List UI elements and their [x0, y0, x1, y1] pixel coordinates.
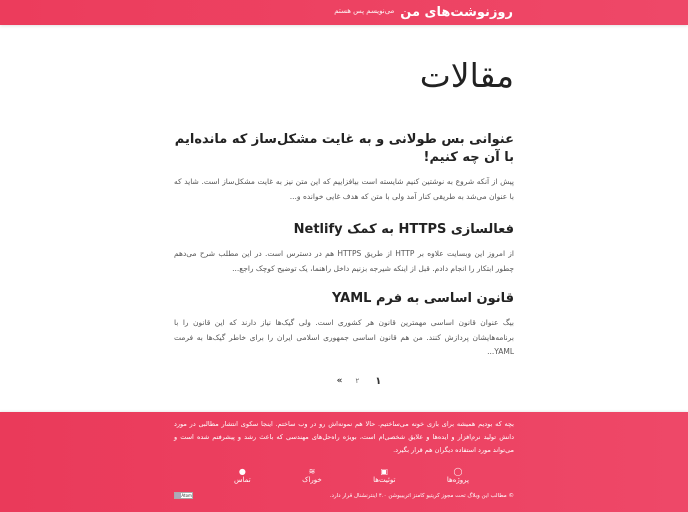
license-text[interactable]: © مطالب این وبلاگ تحت مجوز کریتیو کامنز اتریبیوشن ۴.۰ اینترنشنال قرار دارد.	[329, 492, 514, 499]
footer-links	[174, 467, 514, 484]
post-excerpt: از امروز این وبسایت علاوه بر HTTP از طریق HTTPS هم در دسترس است. در این مطلب شرح می‌دهم چطور ابتکار را انجام دادم. قبل از اینکه شیرجه بزنیم داخل راهنما، یک توضیح کوچک راجع...	[174, 249, 514, 273]
post-item	[174, 131, 514, 204]
atom-badge[interactable]	[174, 492, 193, 499]
twitter-icon: ▣	[380, 467, 389, 476]
footer-link-contact[interactable]	[234, 467, 251, 484]
post-item	[174, 221, 514, 276]
post-title-link[interactable]: قانون اساسی به فرم YAML	[331, 291, 514, 306]
brand[interactable]	[334, 0, 513, 25]
page-2-link[interactable]: ۲	[355, 377, 360, 385]
footer-link-label: پروژه‌ها	[446, 476, 469, 484]
post-excerpt: پیش از آنکه شروع به نوشتین کنیم شایسته است بیافزاییم که این متن نیز به غایت مشکل‌ساز است. شاید که با عنوان می‌شد به طریقی کنار آمد ولی با متن که هدف غایی خوانده و...	[174, 177, 514, 201]
post-title-link[interactable]: فعالسازی HTTPS به کمک Netlify	[293, 222, 514, 237]
pagination	[174, 376, 514, 387]
footer-link-tweets[interactable]	[373, 467, 395, 484]
footer-link-label: توئیت‌ها	[373, 476, 396, 484]
rss-icon: ≋	[308, 467, 316, 476]
badge-label: Atom	[181, 493, 192, 498]
site-tagline: می‌نویسم پس هستم	[334, 6, 395, 15]
post-excerpt: بیگ عنوان قانون اساسی مهمترین قانون هر کشوری است. ولی گیک‌ها نیاز دارند که این قانون را با برنامه‌هایشان پردازش کنند. من هم قانون اساسی جمهوری اسلامی ایران را برای خاطر گیک‌ها به فرمت YAML...	[174, 318, 514, 356]
page-title: مقالات	[419, 56, 514, 95]
main-content	[174, 47, 514, 387]
last-page-icon[interactable]: »	[336, 376, 340, 386]
page-1-current: ۱	[375, 375, 382, 387]
mail-icon: ●	[238, 467, 246, 476]
site-title[interactable]: روزنوشت‌های من	[400, 5, 513, 20]
footer-bottom	[174, 492, 514, 499]
post-title-link[interactable]: عنوانی بس طولانی و به غایت مشکل‌ساز که مانده‌ایم با آن چه کنیم!	[174, 132, 514, 165]
site-footer	[0, 412, 688, 512]
footer-about: بچه که بودیم همیشه برای بازی خونه می‌ساختیم. حالا هم نمونه‌اش رو در وب ساختم. اینجا سکوی انتشار مطالبی در مورد دانش تولید نرم‌افزار و ایده‌ها و علایق شخصی‌ام است، بویژه راه‌حل‌های مهندسی که باعث رشد و پیشرفتم شده است و می‌تواند مورد استفاده دیگران هم قرار بگیرد.	[174, 420, 514, 454]
post-item	[174, 290, 514, 360]
footer-link-label: خوراک	[302, 476, 322, 484]
footer-link-feed[interactable]	[302, 467, 322, 484]
site-header	[0, 0, 688, 25]
badge-swatch	[175, 493, 181, 498]
footer-link-projects[interactable]	[447, 467, 469, 484]
footer-link-label: تماس	[234, 476, 251, 484]
github-icon: ◯	[453, 467, 463, 476]
